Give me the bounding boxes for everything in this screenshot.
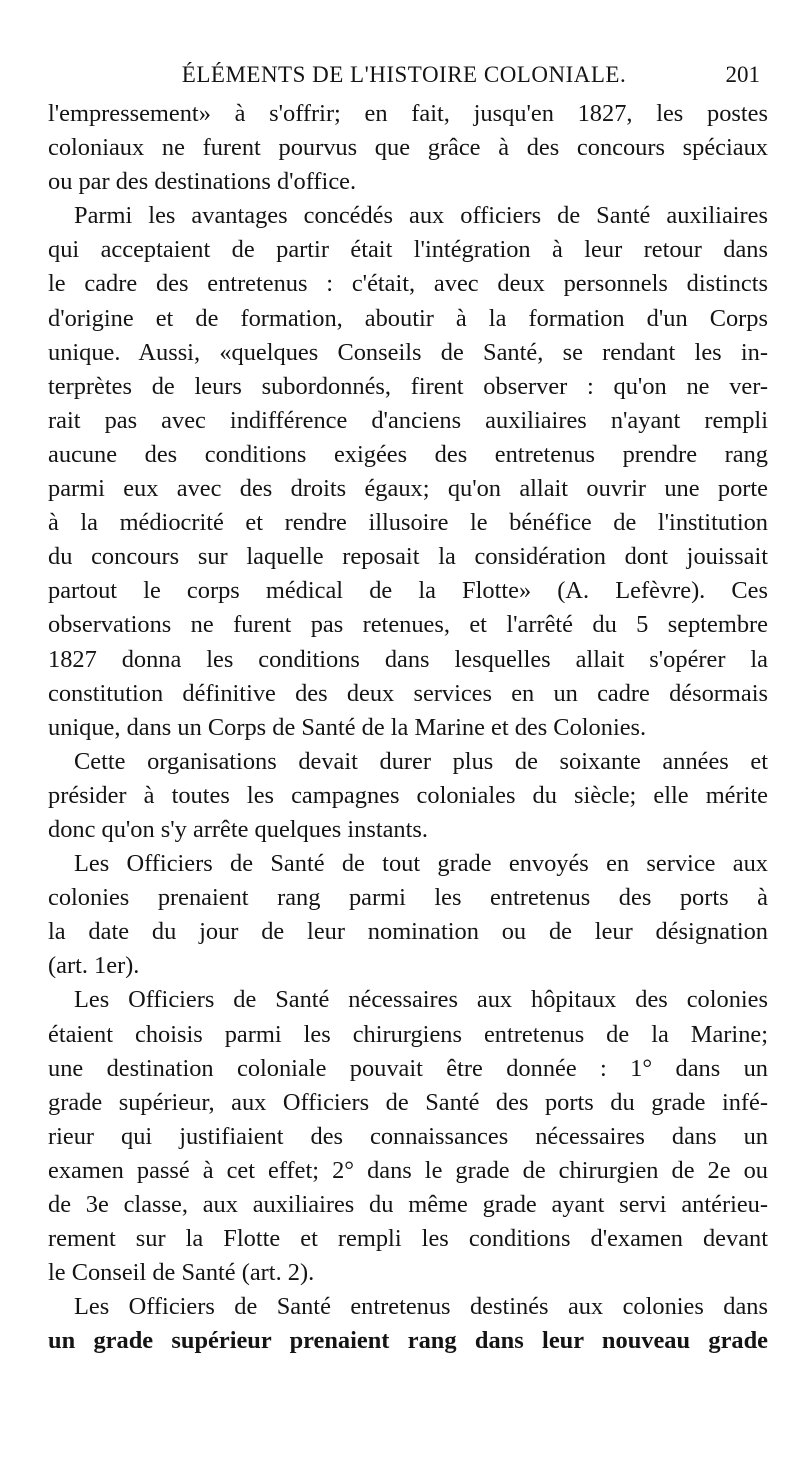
text-line: coloniaux ne furent pourvus que grâce à des concours spéciaux — [48, 134, 768, 162]
text-line: constitution définitive des deux services en un cadre désormais — [48, 679, 768, 707]
text-line: unique. Aussi, «quelques Conseils de Santé, se rendant les in- — [48, 338, 768, 366]
text-line: observations ne furent pas retenues, et l'arrêté du 5 septembre — [48, 611, 768, 639]
text-line: terprètes de leurs subordonnés, firent observer : qu'on ne ver- — [48, 372, 768, 400]
text-line: Cette organisations devait durer plus de soixante années et — [74, 747, 768, 775]
text-line: Les Officiers de Santé nécessaires aux hôpitaux des colonies — [74, 986, 768, 1014]
text-line: de 3e classe, aux auxiliaires du même grade ayant servi antérieu- — [48, 1191, 768, 1218]
text-line: partout le corps médical de la Flotte» (A. Lefèvre). Ces — [48, 577, 768, 605]
text-line: le cadre des entretenus : c'était, avec deux personnels distincts — [48, 270, 768, 298]
text-line: l'empressement» à s'offrir; en fait, jusqu'en 1827, les postes — [48, 100, 768, 127]
running-head — [48, 58, 760, 92]
text-line: rait pas avec indifférence d'anciens auxiliaires n'ayant rempli — [48, 406, 768, 434]
text-line: étaient choisis parmi les chirurgiens entretenus de la Marine; — [48, 1020, 768, 1048]
text-line: donc qu'on s'y arrête quelques instants. — [48, 815, 428, 843]
text-line: aucune des conditions exigées des entretenus prendre rang — [48, 440, 768, 468]
text-line: ou par des destinations d'office. — [48, 168, 357, 196]
text-line: le Conseil de Santé (art. 2). — [48, 1259, 315, 1287]
text-line: rieur qui justifiaient des connaissances nécessaires dans un — [48, 1122, 768, 1150]
text-line: Les Officiers de Santé entretenus destinés aux colonies dans — [74, 1293, 768, 1321]
text-line: Parmi les avantages concédés aux officiers de Santé auxiliaires — [74, 202, 768, 230]
text-line: examen passé à cet effet; 2° dans le grade de chirurgien de 2e ou — [48, 1156, 768, 1184]
text-line: unique, dans un Corps de Santé de la Marine et des Colonies. — [48, 713, 647, 741]
text-line: colonies prenaient rang parmi les entretenus des ports à — [48, 884, 768, 912]
text-line: à la médiocrité et rendre illusoire le bénéfice de l'institution — [48, 509, 768, 537]
text-line: un grade supérieur prenaient rang dans leur nouveau grade — [48, 1327, 768, 1355]
text-line: la date du jour de leur nomination ou de leur désignation — [48, 918, 768, 946]
text-line: parmi eux avec des droits égaux; qu'on allait ouvrir une porte — [48, 475, 768, 503]
text-line: présider à toutes les campagnes coloniales du siècle; elle mérite — [48, 781, 768, 809]
text-line: une destination coloniale pouvait être donnée : 1° dans un — [48, 1054, 768, 1082]
page-number: 201 — [725, 62, 760, 87]
text-line: d'origine et de formation, aboutir à la formation d'un Corps — [48, 304, 768, 332]
text-line: qui acceptaient de partir était l'intégration à leur retour dans — [48, 236, 768, 264]
text-line: Les Officiers de Santé de tout grade envoyés en service aux — [74, 850, 768, 878]
text-line: grade supérieur, aux Officiers de Santé des ports du grade infé- — [48, 1088, 768, 1116]
text-line: rement sur la Flotte et rempli les conditions d'examen devant — [48, 1225, 768, 1253]
running-title: ÉLÉMENTS DE L'HISTOIRE COLONIALE. — [181, 62, 627, 87]
text-line: 1827 donna les conditions dans lesquelles allait s'opérer la — [48, 645, 768, 673]
text-line: du concours sur laquelle reposait la considération dont jouissait — [48, 543, 768, 571]
text-line: (art. 1er). — [48, 952, 140, 980]
body-text — [48, 97, 768, 1358]
